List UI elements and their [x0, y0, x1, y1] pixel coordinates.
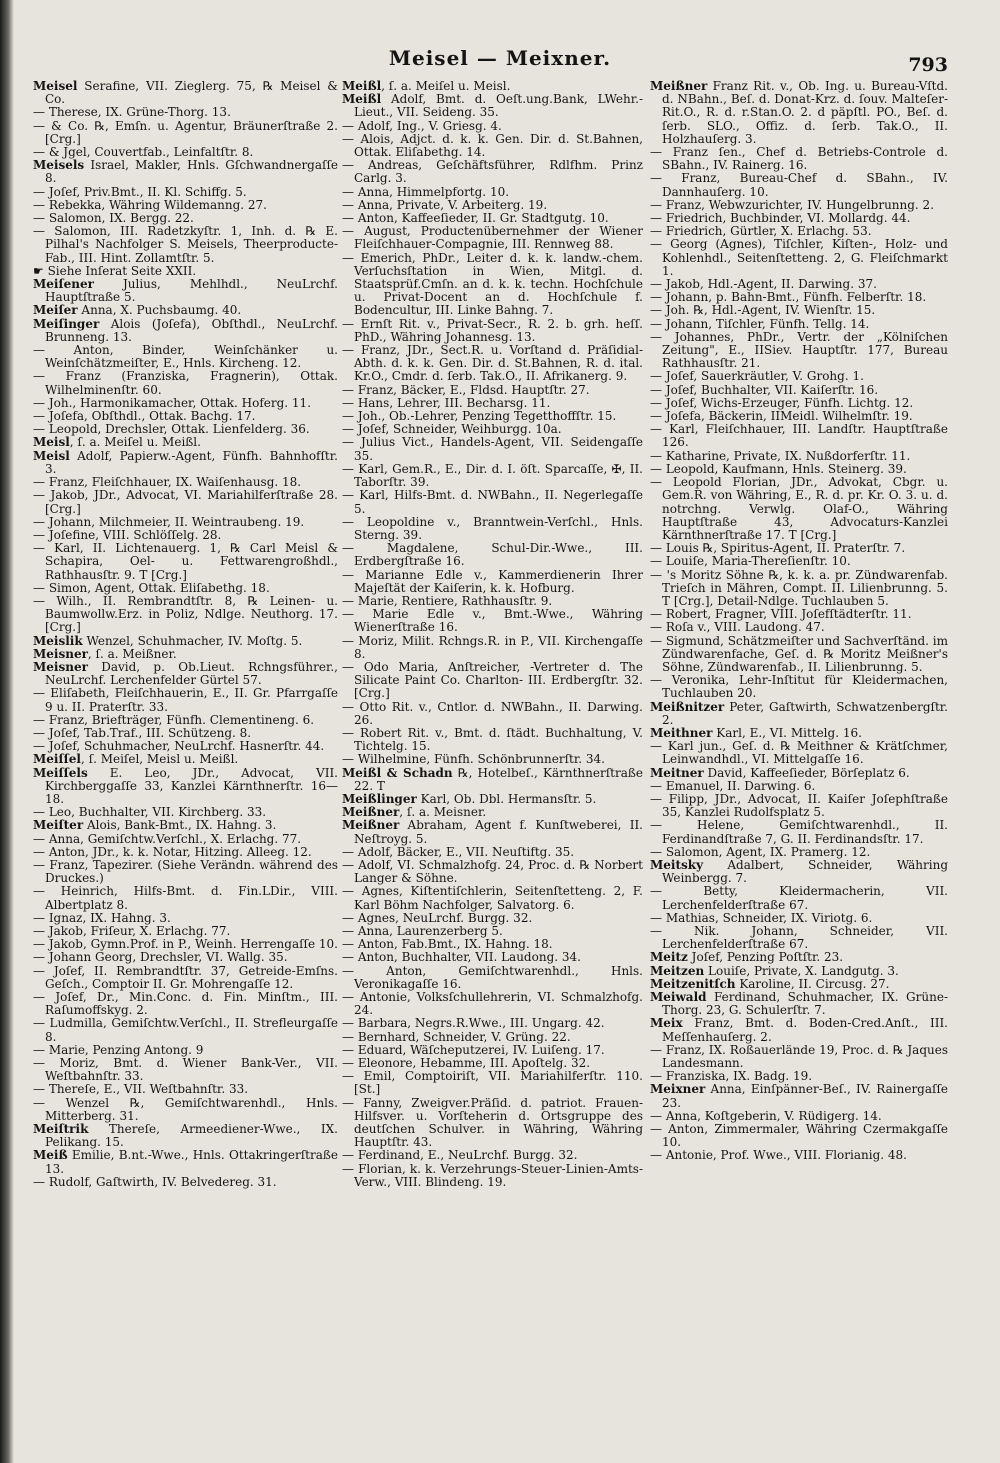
entry-surname: Meiſer: [33, 303, 78, 318]
directory-entry: [342, 252, 643, 318]
entry-surname: Meißlinger: [342, 791, 417, 806]
entry-text: Karl, E., VI. Mittelg. 16.: [712, 725, 862, 740]
entry-text: ☛ Siehe Inſerat Seite XXII.: [33, 263, 197, 278]
entry-surname: Meiſter: [33, 818, 84, 833]
entry-text: — Barbara, Negrs.R.Wwe., III. Ungarg. 42.: [342, 1016, 605, 1031]
directory-entry: [650, 740, 948, 766]
entry-surname: Meißl: [342, 80, 382, 93]
entry-text: — Anna, Gemiſchtw.Verſchl., X. Erlachg. 77.: [33, 831, 302, 846]
directory-entry: [33, 687, 338, 713]
entry-surname: Meißl & Schadn: [342, 765, 453, 780]
entry-text: — Franz, IX. Roßauerlände 19, Proc. d. ℞ Jaques Landesmann.: [650, 1042, 948, 1071]
entry-text: — Emerich, PhDr., Leiter d. k. k. landw.-chem. Verſuchsſtation in Wien, Mitgl. d. Staatsprüf.Cmſn. an d. k. k. techn. Hochſchule u. Privat-Docent an d. Hochſchule f. Bodencultur, III. Linke Bahng. 7.: [342, 250, 643, 318]
directory-entry: [650, 1017, 948, 1043]
directory-entry: [342, 463, 643, 489]
entry-text: — Fanny, Zweigver.Präſid. d. patriot. Frauen-Hilfsver. u. Vorſteherin d. Ortsgruppe des deutſchen Schulver. in Währing, Währing Hauptſtr. 43.: [342, 1095, 643, 1150]
entry-text: — Anna, Laurenzerberg 5.: [342, 924, 503, 938]
entry-text: — Marianne Edle v., Kammerdienerin Ihrer Majeſtät der Kaiſerin, k. k. Hofburg.: [342, 567, 643, 595]
entry-text: — Franz, JDr., Sect.R. u. Vorſtand d. Präſidial-Abth. d. k. k. Gen. Dir. d. St.Bahnen, R. d. ital. Kr.O., Cmdr. d. ſerb. Tak.O., II. Afrikanerg. 9.: [342, 343, 643, 384]
entry-text: Thereſe, Armeediener-Wwe., IX. Pelikang. 15.: [45, 1122, 338, 1150]
entry-surname: Meisl: [33, 448, 70, 463]
directory-entry: [342, 701, 643, 727]
entry-text: — Joſef, Priv.Bmt., II. Kl. Schiffg. 5.: [33, 184, 247, 199]
entry-text: — Antonie, Volksſchullehrerin, VI. Schmalzhofg. 24.: [342, 990, 643, 1018]
directory-entry: [342, 93, 643, 119]
entry-surname: Meiſener: [33, 277, 94, 292]
entry-surname: Meitzenitſch: [650, 976, 736, 991]
directory-entry: [650, 80, 948, 146]
entry-text: — & Co. ℞, Emſn. u. Agentur, Bräunerſtraße 2. [Crg.]: [33, 118, 338, 146]
entry-text: — Eleonore, Hebamme, III. Apoſtelg. 32.: [342, 1056, 591, 1071]
entry-text: — Salomon, IX. Bergg. 22.: [33, 211, 194, 226]
directory-entry: [650, 819, 948, 845]
directory-entry: [342, 542, 643, 568]
directory-entry: [650, 991, 948, 1017]
directory-entry: [342, 1163, 643, 1189]
directory-entry: [33, 1123, 338, 1149]
entry-surname: Meißner: [650, 80, 708, 93]
entry-text: — Betty, Kleidermacherin, VII. Lerchenfelderſtraße 67.: [650, 884, 948, 912]
entry-text: David, Kaffeeſieder, Börſeplatz 6.: [703, 765, 910, 780]
entry-text: — Karl jun., Geſ. d. ℞ Meithner & Krätſchmer, Leinwandhdl., VI. Mittelgaſſe 16.: [650, 739, 948, 767]
entry-text: — Joſefine, VIII. Schlöſſelg. 28.: [33, 527, 222, 542]
entry-text: Julius, Mehlhdl., NeuLrchf. Hauptſtraße 5.: [45, 277, 338, 305]
directory-entry: [33, 859, 338, 885]
entry-text: — Franz, Tapezirer. (Siehe Verändn. während des Druckes.): [33, 857, 338, 886]
entry-text: — Anna, Himmelpfortg. 10.: [342, 184, 510, 199]
entry-text: Wenzel, Schuhmacher, IV. Moſtg. 5.: [82, 633, 303, 648]
entry-surname: Meixner: [650, 1082, 706, 1097]
entry-text: — Robert Rit. v., Bmt. d. ſtädt. Buchhaltung, V. Tichtelg. 15.: [342, 725, 643, 754]
entry-text: — Adolf, VI. Schmalzhofg. 24, Proc. d. ℞ Norbert Langer & Söhne.: [342, 857, 643, 886]
entry-text: — Agnes, Kiſtentiſchlerin, Seitenſtetteng. 2, F. Karl Böhm Nachfolger, Salvatorg. 6.: [342, 884, 643, 912]
entry-text: Emilie, B.nt.-Wwe., Hnls. Ottakringerſtraße 13.: [45, 1148, 338, 1176]
directory-entry: [33, 120, 338, 146]
entry-text: — Franz ſen., Chef d. Betriebs-Controle d. SBahn., IV. Rainerg. 16.: [650, 145, 948, 173]
entry-text: Joſef, Penzing Poſtſtr. 23.: [687, 950, 844, 965]
directory-entry: [342, 225, 643, 251]
entry-text: — Georg (Agnes), Tiſchler, Kiſten-, Holz- und Kohlenhdl., Seitenſtetteng. 2, G. Fleiſchmarkt 1.: [650, 237, 948, 278]
entry-text: — Hans, Lehrer, III. Becharsg. 11.: [342, 395, 551, 410]
entry-text: — Katharine, Private, IX. Nußdorferſtr. 11.: [650, 448, 911, 463]
entry-text: — Anton, JDr., k. k. Notar, Hitzing. Alleeg. 12.: [33, 844, 312, 859]
directory-entry: [342, 885, 643, 911]
page-number: 793: [908, 54, 948, 76]
entry-text: — Moriz, Bmt. d. Wiener Bank-Ver., VII. Weſtbahnſtr. 33.: [33, 1056, 338, 1084]
entry-text: — Johannes, PhDr., Vertr. der „Kölniſchen Zeitung", E., IISiev. Hauptſtr. 177, Bureau Rathhausſtr. 21.: [650, 329, 948, 371]
directory-entry: [33, 489, 338, 515]
entry-text: — Anton, Gemiſchtwarenhdl., Hnls. Veronikagaſſe 16.: [342, 963, 643, 991]
entry-text: — Leo, Buchhalter, VII. Kirchberg. 33.: [33, 805, 267, 820]
page-header: [0, 40, 1000, 80]
directory-entry: [650, 635, 948, 675]
entry-text: — Odo Maria, Anſtreicher, -Vertreter d. The Silicate Paint Co. Charlton- III. Erdbergſtr. 32. [Crg.]: [342, 659, 643, 701]
entry-text: ℞, Hotelbeſ., Kärnthnerſtraße 22. T: [354, 765, 643, 793]
entry-text: — Emanuel, II. Darwing. 6.: [650, 778, 816, 793]
entry-text: — Nik. Johann, Schneider, VII. Lerchenfelderſtraße 67.: [650, 924, 948, 952]
entry-text: Anna, Einſpänner-Beſ., IV. Rainergaſſe 23.: [662, 1082, 948, 1110]
entry-text: — Karl, II. Lichtenauerg. 1, ℞ Carl Meisl & Schapira, Oel- u. Fettwarengroßhdl., Rathhausſtr. 9. T [Crg.]: [33, 541, 338, 582]
entry-surname: Meiſtrik: [33, 1122, 89, 1137]
directory-entry: [342, 159, 643, 185]
entry-text: — August, Productenübernehmer der Wiener Fleiſchhauer-Compagnie, III. Rennweg 88.: [342, 224, 643, 252]
directory-entry: [33, 278, 338, 304]
entry-text: — Anna, Private, V. Arbeiterg. 19.: [342, 197, 548, 212]
directory-entry: [650, 423, 948, 449]
entry-text: — Salomon, III. Radetzkyſtr. 1, Inh. d. ℞ E. Pilhal's Nachfolger S. Meisels, Theerproducte-Fab., III. Hint. Zollamtſtr. 5.: [33, 224, 338, 265]
directory-entry: [33, 1176, 338, 1189]
entry-text: Peter, Gaſtwirth, Schwatzenbergſtr. 2.: [662, 699, 948, 727]
entry-text: — Franz, Webwzurichter, IV. Hungelbrunng. 2.: [650, 197, 935, 212]
entry-text: — Leopold, Drechsler, Ottak. Lienfelderg. 36.: [33, 422, 310, 437]
entry-text: — Johann, Tiſchler, Fünfh. Tellg. 14.: [650, 316, 870, 331]
entry-text: — Johann, Milchmeier, II. Weintraubeng. 19.: [33, 514, 305, 529]
entry-text: Abraham, Agent f. Kunſtweberei, II. Neſtroyg. 5.: [354, 818, 643, 846]
entry-text: — Franz (Franziska, Fragnerin), Ottak. Wilhelminenſtr. 60.: [33, 369, 338, 397]
entry-text: — Marie, Rentiere, Rathhausſtr. 9.: [342, 593, 553, 608]
entry-surname: Meithner: [650, 725, 713, 740]
entry-text: — Wenzel ℞, Gemiſchtwarenhdl., Hnls. Mitterberg. 31.: [33, 1095, 338, 1123]
entry-text: , ſ. Meiſel, Meisl u. Meißl.: [81, 752, 239, 767]
entry-text: — Friedrich, Gürtler, X. Erlachg. 53.: [650, 224, 872, 239]
entry-text: — Joſef, Buchhalter, VII. Kaiſerſtr. 16.: [650, 382, 879, 397]
entry-text: — Karl, Gem.R., E., Dir. d. I. öſt. Sparcaſſe, ✠, II. Taborſtr. 39.: [342, 461, 643, 490]
directory-entry: [342, 859, 643, 885]
directory-entry: [33, 767, 338, 807]
entry-text: — Wilh., II. Rembrandtſtr. 8, ℞ Leinen- u. Baumwollw.Erz. in Poliz, Ndlge. Neuthorg. 17. [Crg.]: [33, 593, 338, 635]
entry-text: Israel, Makler, Hnls. Gſchwandnergaſſe 8.: [45, 158, 338, 186]
entry-text: , ſ. a. Meisner.: [399, 805, 487, 820]
entry-text: Serafine, VII. Zieglerg. 75, ℞ Meisel & Co.: [45, 80, 338, 107]
entry-text: , ſ. a. Meißner.: [87, 646, 177, 661]
entry-text: — Joſefa, Bäckerin, IIMeidl. Wilhelmſtr. 19.: [650, 409, 913, 424]
entry-text: — Therese, IX. Grüne-Thorg. 13.: [33, 105, 231, 120]
entry-text: — Franziska, IX. Badg. 19.: [650, 1069, 813, 1084]
entry-text: — Franz, Fleiſchhauer, IX. Waiſenhausg. 18.: [33, 475, 302, 490]
entry-text: — Moriz, Milit. Rchngs.R. in P., VII. Kirchengaſſe 8.: [342, 633, 643, 661]
entry-surname: Meisel: [33, 80, 78, 93]
entry-text: — Joſef, Tab.Traf., III. Schützeng. 8.: [33, 725, 252, 740]
directory-entry: [650, 331, 948, 371]
entry-text: — Karl, Hilfs-Bmt. d. NWBahn., II. Negerlegaſſe 5.: [342, 488, 643, 516]
entry-text: Anna, X. Puchsbaumg. 40.: [77, 303, 242, 318]
entry-text: David, p. Ob.Lieut. Rchngsführer., NeuLrchf. Lerchenfelder Gürtel 57.: [45, 659, 338, 688]
entry-text: — Eliſabeth, Fleiſchhauerin, E., II. Gr. Pfarrgaſſe 9 u. II. Praterſtr. 33.: [33, 686, 338, 714]
entry-text: Adolf, Bmt. d. Oeſt.ung.Bank, LWehr.-Lieut., VII. Seideng. 35.: [354, 92, 643, 120]
directory-entry: [650, 476, 948, 542]
entry-text: — Joh., Harmonikamacher, Ottak. Hoferg. 11.: [33, 395, 312, 410]
directory-entry: [342, 635, 643, 661]
directory-entry: [342, 569, 643, 595]
entry-text: — Jakob, Friſeur, X. Erlachg. 77.: [33, 924, 231, 938]
directory-entry: [33, 885, 338, 911]
entry-text: — Rudolf, Gaſtwirth, IV. Belvedereg. 31.: [33, 1174, 277, 1189]
entry-text: — Anton, Binder, Weinſchänker u. Weinſchätzmeiſter, E., Hnls. Kircheng. 12.: [33, 343, 338, 371]
entry-surname: Meitner: [650, 765, 704, 780]
entry-text: , ſ. a. Meiſel u. Meißl.: [69, 435, 201, 450]
entry-text: — Alois, Adjct. d. k. k. Gen. Dir. d. St.Bahnen, Ottak. Eliſabethg. 14.: [342, 131, 643, 160]
entry-text: Adolf, Papierw.-Agent, Fünfh. Bahnhofſtr. 3.: [45, 448, 338, 476]
directory-entry: [342, 516, 643, 542]
entry-text: — Jakob, JDr., Advocat, VI. Mariahilferſtraße 28. [Crg.]: [33, 488, 338, 516]
entry-text: — Sigmund, Schätzmeiſter und Sachverſtänd. im Zündwarenfache, Geſ. d. ℞ Moritz Meißner's Söhne, Zündwarenfab., II. Lilienbrunng. 5.: [650, 633, 948, 674]
entry-surname: Meitsky: [650, 857, 704, 872]
page-title: Meisel — Meixner.: [388, 46, 612, 70]
entry-text: — Roſa v., VIII. Laudong. 47.: [650, 620, 825, 635]
entry-text: — Marie, Penzing Antong. 9: [33, 1042, 204, 1057]
entry-text: — Joſef, Schuhmacher, NeuLrchf. Hasnerſtr. 44.: [33, 739, 325, 754]
column-left: [33, 80, 338, 1450]
entry-text: Karoline, II. Circusg. 27.: [735, 976, 890, 991]
directory-entry: [650, 172, 948, 198]
entry-surname: Meislik: [33, 633, 83, 648]
entry-text: — Agnes, NeuLrchf. Burgg. 32.: [342, 910, 533, 925]
entry-text: Karl, Ob. Dbl. Hermansſtr. 5.: [416, 791, 597, 806]
directory-entry: [342, 965, 643, 991]
entry-text: — Franz, Briefträger, Fünfh. Clementineng. 6.: [33, 712, 315, 727]
entry-text: — Joſef, Dr., Min.Conc. d. Fin. Minſtm., III. Raſumoffskyg. 2.: [33, 990, 338, 1018]
entry-text: — Otto Rit. v., Cntlor. d. NWBahn., II. Darwing. 26.: [342, 699, 643, 727]
directory-entry: [33, 1149, 338, 1175]
entry-text: — Emil, Comptoiriſt, VII. Mariahilferſtr. 110. [St.]: [342, 1069, 643, 1097]
entry-text: — Johann Georg, Drechsler, VI. Wallg. 35.: [33, 950, 288, 965]
directory-entry: [33, 225, 338, 265]
entry-text: Alois (Joſefa), Obſthdl., NeuLrchf. Brunneng. 13.: [45, 316, 338, 344]
entry-text: — Leopold, Kaufmann, Hnls. Steinerg. 39.: [650, 461, 907, 476]
entry-text: — Joſef, Wichs-Erzeuger, Fünfh. Lichtg. 12.: [650, 395, 914, 410]
entry-text: — Simon, Agent, Ottak. Eliſabethg. 18.: [33, 580, 270, 595]
directory-entry: [342, 436, 643, 462]
entry-surname: Meitz: [650, 950, 688, 965]
entry-text: — Eduard, Wäſcheputzerei, IV. Luiſeng. 17.: [342, 1042, 605, 1057]
entry-text: — Franz, Bureau-Chef d. SBahn., IV. Dannhauſerg. 10.: [650, 171, 948, 199]
entry-text: — Joſef, II. Rembrandtſtr. 37, Getreide-Emſns. Geſch., Comptoir II. Gr. Mohrengaſſe 12.: [33, 963, 338, 991]
entry-text: — Ferdinand, E., NeuLrchf. Burgg. 32.: [342, 1148, 578, 1163]
entry-surname: Meisner: [33, 646, 88, 661]
directory-entry: [33, 991, 338, 1017]
entry-text: — Johann, p. Bahn-Bmt., Fünfh. Felberſtr. 18.: [650, 290, 927, 305]
directory-entry: [342, 1097, 643, 1150]
directory-entry: [33, 661, 338, 687]
entry-surname: Meißl: [342, 92, 382, 107]
entry-text: — Julius Vict., Handels-Agent, VII. Seidengaſſe 35.: [342, 435, 643, 463]
entry-surname: Meisner: [33, 659, 88, 674]
directory-entry: [650, 1044, 948, 1070]
directory-entry: [342, 133, 643, 159]
entry-text: — Anton, Kaffeeſieder, II. Gr. Stadtgutg. 10.: [342, 211, 609, 226]
directory-entry: [342, 1070, 643, 1096]
entry-text: — Heinrich, Hilfs-Bmt. d. Fin.LDir., VIII. Albertplatz 8.: [33, 884, 338, 912]
directory-entry: [650, 569, 948, 609]
directory-entry: [33, 318, 338, 344]
entry-surname: Meißner: [342, 818, 400, 833]
entry-text: — Adolf, Bäcker, E., VII. Neuſtiftg. 35.: [342, 844, 575, 859]
entry-text: — Louis ℞, Spiritus-Agent, II. Praterſtr. 7.: [650, 541, 906, 556]
entry-surname: Meitzen: [650, 963, 705, 978]
entry-text: — Filipp, JDr., Advocat, II. Kaiſer Joſephſtraße 35, Kanzlei Rudolfsplatz 5.: [650, 791, 948, 820]
entry-text: — Salomon, Agent, IX. Pramerg. 12.: [650, 844, 871, 859]
directory-entry: [33, 1097, 338, 1123]
entry-text: — Veronika, Lehr-Inſtitut für Kleidermachen, Tuchlauben 20.: [650, 673, 948, 701]
directory-entry: [342, 489, 643, 515]
entry-text: — Anton, Buchhalter, VII. Laudong. 34.: [342, 950, 581, 965]
directory-entry: [650, 885, 948, 911]
entry-text: — Robert, Fragner, VIII. Joſefſtädterſtr. 11.: [650, 607, 912, 622]
entry-text: E. Leo, JDr., Advocat, VII. Kirchberggaſſe 33, Kanzlei Kärnthnerſtr. 16—18.: [45, 765, 338, 806]
entry-text: — Ignaz, IX. Hahng. 3.: [33, 910, 171, 925]
entry-text: — Florian, k. k. Verzehrungs-Steuer-Linien-Amts-Verw., VIII. Blindeng. 19.: [342, 1161, 643, 1189]
directory-entry: [342, 991, 643, 1017]
directory-entry: [342, 727, 643, 753]
entry-text: — Joſefa, Obſthdl., Ottak. Bachg. 17.: [33, 409, 256, 424]
entry-text: — Magdalene, Schul-Dir.-Wwe., III. Erdbergſtraße 16.: [342, 541, 643, 569]
directory-entry: [33, 1057, 338, 1083]
entry-text: — Anton, Zimmermaler, Währing Czermakgaſſe 10.: [650, 1122, 948, 1150]
entry-text: — Anton, Fab.Bmt., IX. Hahng. 18.: [342, 937, 553, 952]
entry-surname: Meißner: [342, 805, 400, 820]
entry-text: — Leopoldine v., Branntwein-Verſchl., Hnls. Sterng. 39.: [342, 514, 643, 542]
directory-entry: [650, 701, 948, 727]
entry-text: Ferdinand, Schuhmacher, IX. Grüne-Thorg. 23, G. Schulerſtr. 7.: [662, 990, 948, 1018]
entry-surname: Meiſinger: [33, 316, 100, 331]
directory-entry: [33, 595, 338, 635]
entry-text: — Anna, Koſtgeberin, V. Rüdigerg. 14.: [650, 1108, 882, 1123]
entry-text: Franz Rit. v., Ob. Ing. u. Bureau-Vſtd. d. NBahn., Beſ. d. Donat-Krz. d. ſouv. Malteſer-Rit.O., R. d. r.Stan.O. 2. d päpſtl. PO., Beſ. d. ſerb. SLO., Offiz. d. ſerb. Tak.O., II. Holzhauſerg. 3.: [662, 80, 948, 146]
entry-text: Franz, Bmt. d. Boden-Cred.Anſt., III. Meſſenhauſerg. 2.: [662, 1016, 948, 1044]
entry-text: — Wilhelmine, Fünfh. Schönbrunnerſtr. 34.: [342, 752, 605, 767]
directory-entry: [650, 238, 948, 278]
directory-entry: [342, 318, 643, 344]
directory-entry: [650, 925, 948, 951]
entry-surname: Meiß: [33, 1148, 68, 1163]
entry-text: — & Jgel, Couvertfab., Leinfaltſtr. 8.: [33, 145, 254, 160]
entry-text: — Antonie, Prof. Wwe., VIII. Florianig. 48.: [650, 1148, 907, 1163]
entry-text: — Rebekka, Währing Wildemanng. 27.: [33, 197, 267, 212]
directory-entry: [33, 542, 338, 582]
directory-entry: [650, 859, 948, 885]
directory-entry: [342, 344, 643, 384]
directory-entry: [650, 1149, 948, 1162]
column-middle: [342, 80, 643, 1450]
directory-entry: [342, 661, 643, 701]
entry-text: , ſ. a. Meiſel u. Meisl.: [381, 80, 511, 93]
directory-entry: [650, 793, 948, 819]
entry-text: — Bernhard, Schneider, V. Grüng. 22.: [342, 1029, 571, 1044]
directory-entry: [650, 1123, 948, 1149]
entry-text: — Thereſe, E., VII. Weſtbahnſtr. 33.: [33, 1082, 249, 1097]
entry-text: — Jakob, Gymn.Prof. in P., Weinh. Herrengaſſe 10.: [33, 937, 338, 952]
entry-text: — Joh. ℞, Hdl.-Agent, IV. Wienſtr. 15.: [650, 303, 876, 318]
directory-entry: [342, 767, 643, 793]
entry-text: — Joh., Ob.-Lehrer, Penzing Tegetthoffſtr. 15.: [342, 409, 617, 424]
directory-entry: [33, 80, 338, 106]
entry-text: — 's Moritz Söhne ℞, k. k. a. pr. Zündwarenfab. Trieſch in Mähren, Compt. II. Lilienbrunng. 5. T [Crg.], Detail-Ndlge. Tuchlauben 5.: [650, 567, 948, 608]
entry-text: — Andreas, Geſchäftsführer, Rdlfhm. Prinz Carlg. 3.: [342, 158, 643, 186]
entry-text: — Friedrich, Buchbinder, VI. Mollardg. 44.: [650, 211, 911, 226]
entry-surname: Meisels: [33, 158, 85, 173]
entry-text: — Ludmilla, Gemiſchtw.Verſchl., II. Strefleurgaſſe 8.: [33, 1016, 338, 1044]
entry-text: Louiſe, Private, X. Landgutg. 3.: [704, 963, 899, 978]
directory-entry: [342, 608, 643, 634]
directory-entry: [650, 1083, 948, 1109]
directory-entry: [33, 1017, 338, 1043]
entry-text: — Helene, Gemiſchtwarenhdl., II. Ferdinandſtraße 7, G. II. Ferdinandsſtr. 17.: [650, 818, 948, 846]
entry-surname: Meisl: [33, 435, 70, 450]
entry-text: Adalbert, Schneider, Währing Weinbergg. 7.: [662, 857, 948, 886]
entry-text: — Mathias, Schneider, IX. Viriotg. 6.: [650, 910, 873, 925]
entry-text: Alois, Bank-Bmt., IX. Hahng. 3.: [83, 818, 277, 833]
column-right: [650, 80, 948, 1450]
entry-text: — Joſef, Sauerkräutler, V. Grohg. 1.: [650, 369, 864, 384]
entry-text: — Karl, Fleiſchhauer, III. Landſtr. Hauptſtraße 126.: [650, 422, 948, 450]
directory-entry: [33, 450, 338, 476]
entry-text: — Louiſe, Maria-Thereſienſtr. 10.: [650, 554, 851, 569]
entry-text: — Ernſt Rit. v., Privat-Secr., R. 2. b. grh. heſſ. PhD., Währing Johannesg. 13.: [342, 316, 643, 344]
directory-entry: [342, 819, 643, 845]
entry-text: — Adolf, Ing., V. Griesg. 4.: [342, 118, 502, 133]
entry-text: — Jakob, Hdl.-Agent, II. Darwing. 37.: [650, 277, 877, 292]
entry-text: — Franz, Bäcker, E., Fldsd. Hauptſtr. 27.: [342, 382, 590, 397]
directory-entry: [650, 146, 948, 172]
entry-surname: Meiſſels: [33, 765, 88, 780]
entry-surname: Meiſſel: [33, 752, 81, 767]
entry-text: — Leopold Florian, JDr., Advokat, Cbgr. u. Gem.R. von Währing, E., R. d. pr. Kr. O. 3. u. d. notrchng. Verwlg. Olaf-O., Währing Hauptſtraße 43, Advocaturs-Kanzlei Kärnthnerſtraße 17. T [Crg.]: [650, 475, 948, 542]
entry-surname: Meix: [650, 1016, 683, 1031]
entry-text: — Marie Edle v., Bmt.-Wwe., Währing Wienerſtraße 16.: [342, 607, 643, 635]
book-spine-shadow: [0, 0, 14, 1463]
entry-surname: Meißnitzer: [650, 699, 725, 714]
entry-surname: Meiwald: [650, 990, 707, 1005]
directory-entry: [650, 674, 948, 700]
directory-entry: [33, 159, 338, 185]
entry-text: — Joſef, Schneider, Weihburgg. 10a.: [342, 422, 562, 437]
directory-entry: [33, 344, 338, 370]
directory-entry: [33, 965, 338, 991]
directory-entry: [33, 370, 338, 396]
